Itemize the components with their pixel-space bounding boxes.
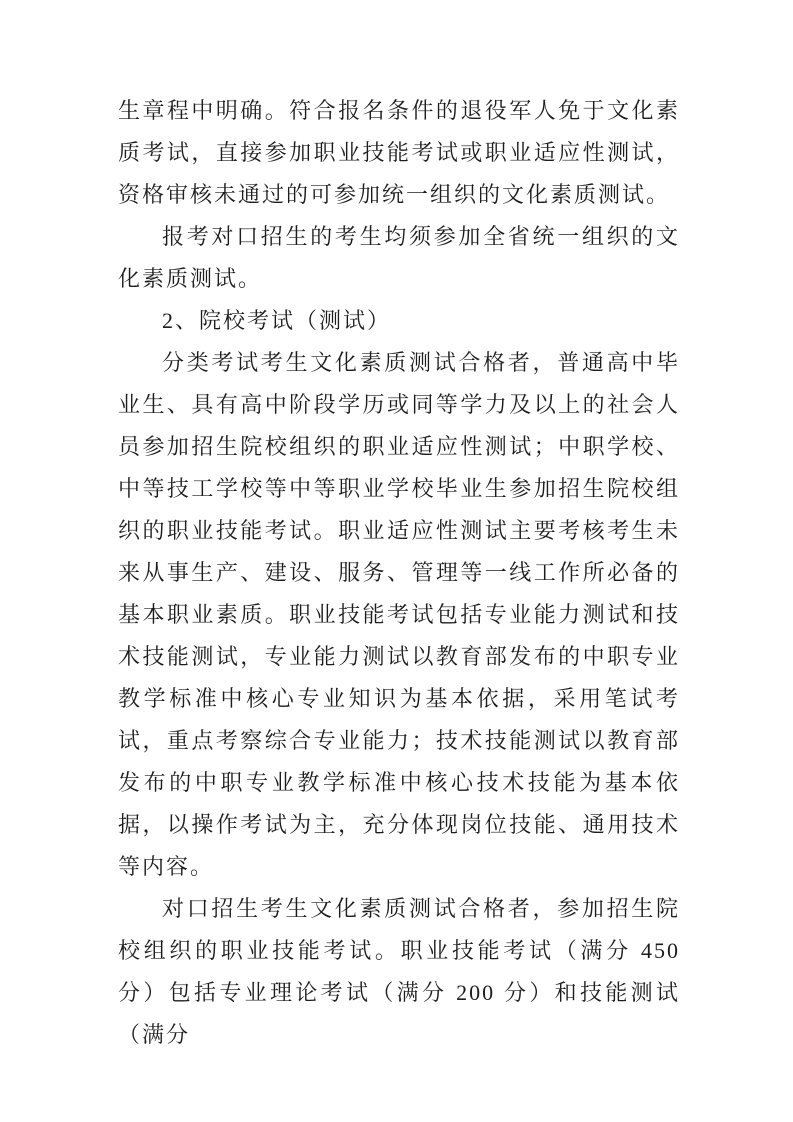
document-body-text xyxy=(118,90,680,1056)
paragraph: 报考对口招生的考生均须参加全省统一组织的文化素质测试。 xyxy=(118,224,680,291)
paragraph-continuation: 生章程中明确。符合报名条件的退役军人免于文化素质考试，直接参加职业技能考试或职业适应性测试，资格审核未通过的可参加统一组织的文化素质测试。 xyxy=(118,98,680,207)
paragraph: 分类考试考生文化素质测试合格者，普通高中毕业生、具有高中阶段学历或同等学力及以上的社会人员参加招生院校组织的职业适应性测试；中职学校、中等技工学校等中等职业学校毕业生参加招生院校组织的职业技能考试。职业适应性测试主要考核考生未来从事生产、建设、服务、管理等一线工作所必备的基本职业素质。职业技能考试包括专业能力测试和技术技能测试，专业能力测试以教育部发布的中职专业教学标准中核心专业知识为基本依据，采用笔试考试，重点考察综合专业能力；技术技能测试以教育部发布的中职专业教学标准中核心技术技能为基本依据，以操作考试为主，充分体现岗位技能、通用技术等内容。 xyxy=(118,350,680,879)
section-heading: 2、院校考试（测试） xyxy=(162,308,392,333)
paragraph: 对口招生考生文化素质测试合格者，参加招生院校组织的职业技能考试。职业技能考试（满分 450 分）包括专业理论考试（满分 200 分）和技能测试（满分 xyxy=(118,896,680,1047)
